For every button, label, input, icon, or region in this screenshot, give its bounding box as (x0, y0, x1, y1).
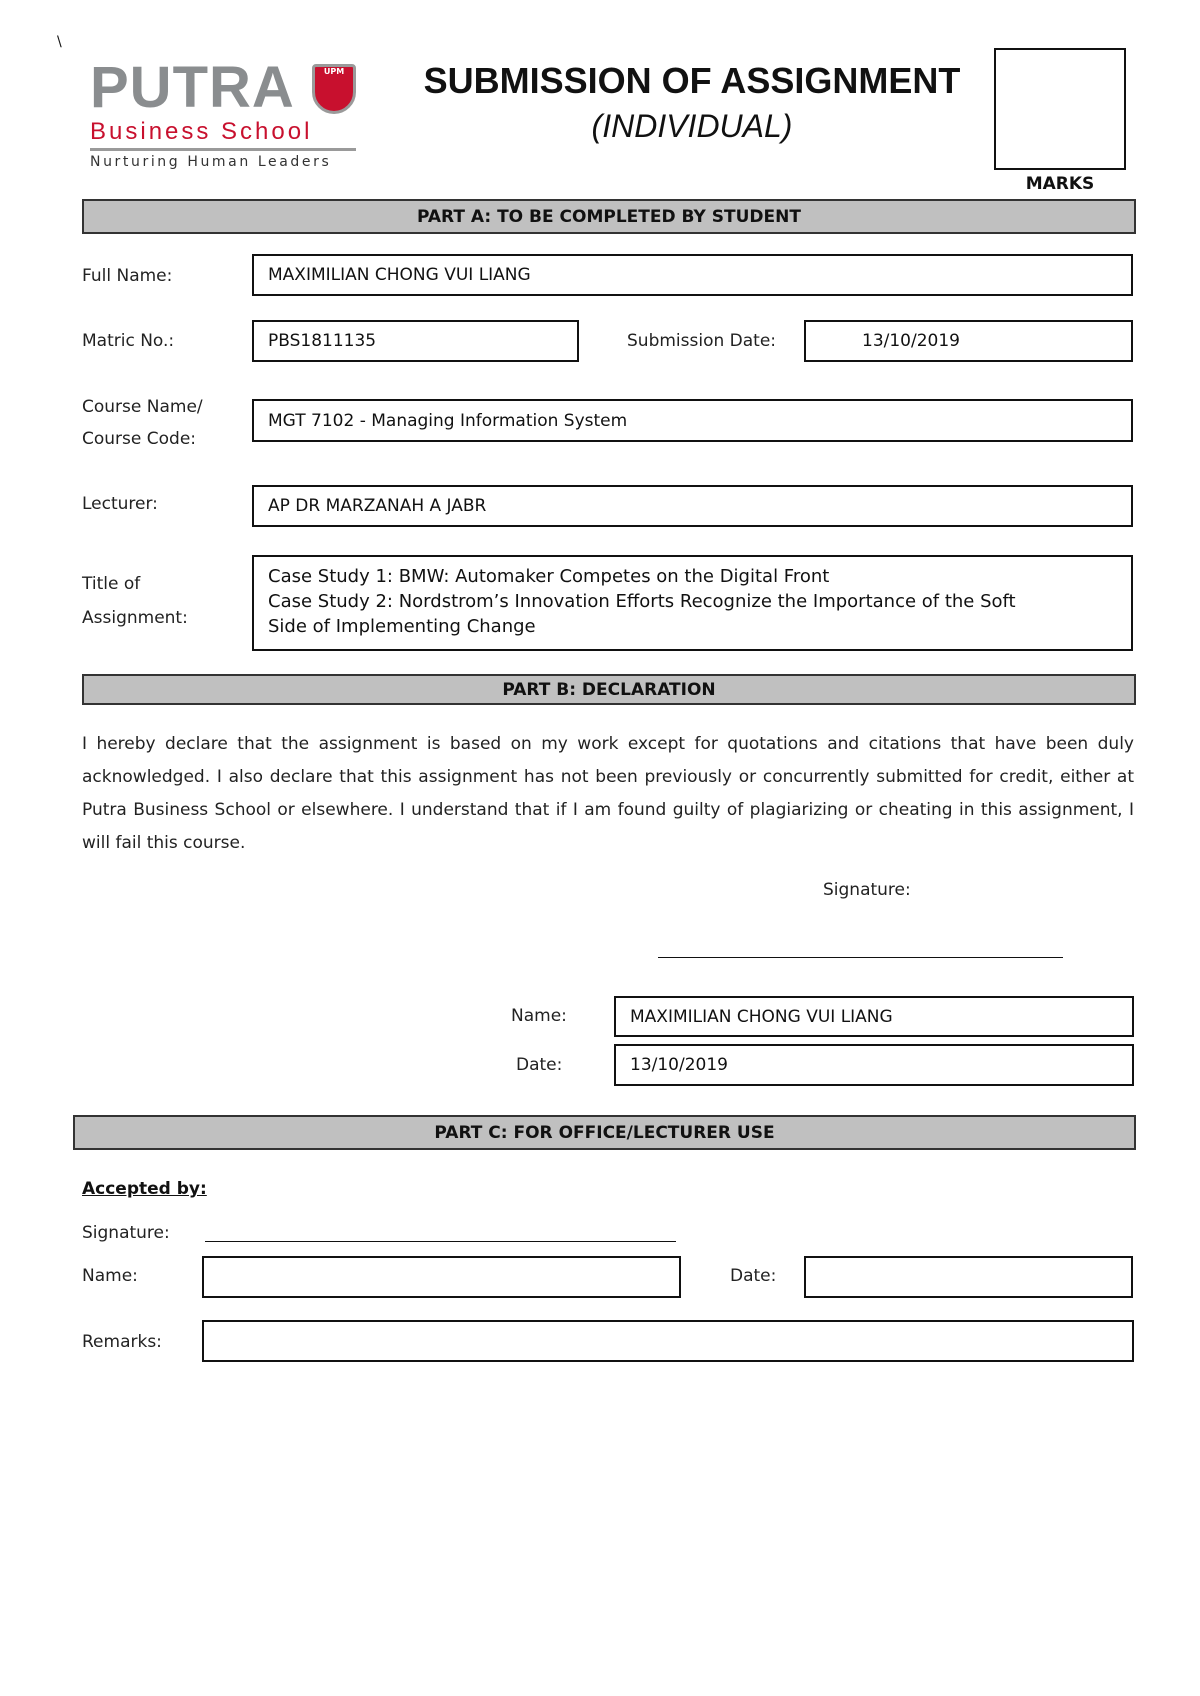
lecturer-field[interactable]: AP DR MARZANAH A JABR (252, 485, 1133, 527)
marks-box (994, 48, 1126, 170)
part-b-heading: PART B: DECLARATION (82, 674, 1136, 705)
signature-line[interactable] (658, 957, 1063, 958)
matric-label: Matric No.: (82, 331, 175, 351)
declaration-text: I hereby declare that the assignment is based on my work except for quotations and citations that have been duly acknowledged. I also declare that this assignment has not been previously or concurrently submitted for credit, either at Putra Business School or elsewhere. I understand that if I am found guilty of plagiarizing or cheating in this assignment, I will fail this course. (82, 734, 1134, 853)
course-label-2: Course Code: (82, 429, 197, 449)
remarks-field[interactable] (202, 1320, 1134, 1362)
logo-tagline: Nurturing Human Leaders (90, 154, 332, 170)
office-name-label: Name: (82, 1266, 138, 1286)
submission-date-label: Submission Date: (627, 331, 777, 351)
submission-date-field[interactable]: 13/10/2019 (804, 320, 1133, 362)
accepted-by-label: Accepted by: (82, 1179, 207, 1199)
signature-label: Signature: (823, 880, 911, 900)
title-line: Side of Implementing Change (268, 616, 536, 637)
office-signature-line[interactable] (205, 1241, 676, 1242)
declaration-name-field[interactable]: MAXIMILIAN CHONG VUI LIANG (614, 996, 1134, 1037)
assignment-title-field[interactable] (252, 555, 1133, 651)
shield-icon (312, 64, 356, 114)
logo (90, 55, 370, 175)
page-title: SUBMISSION OF ASSIGNMENT (423, 60, 961, 101)
logo-word: PUTRA (90, 55, 295, 120)
lecturer-label: Lecturer: (82, 494, 158, 514)
title-label-2: Assignment: (82, 608, 188, 628)
date-label: Date: (516, 1055, 563, 1075)
stray-mark: \ (57, 34, 62, 50)
part-a-heading: PART A: TO BE COMPLETED BY STUDENT (82, 199, 1136, 234)
office-date-field[interactable] (804, 1256, 1133, 1298)
office-signature-label: Signature: (82, 1223, 170, 1243)
course-label-1: Course Name/ (82, 397, 203, 417)
full-name-field[interactable]: MAXIMILIAN CHONG VUI LIANG (252, 254, 1133, 296)
office-name-field[interactable] (202, 1256, 681, 1298)
page-subtitle: (INDIVIDUAL) (591, 108, 793, 144)
declaration-date-field[interactable]: 13/10/2019 (614, 1044, 1134, 1086)
name-label: Name: (511, 1006, 567, 1026)
matric-field[interactable]: PBS1811135 (252, 320, 579, 362)
logo-school: Business School (90, 118, 313, 145)
title-label-1: Title of (82, 574, 141, 594)
remarks-label: Remarks: (82, 1332, 162, 1352)
office-date-label: Date: (730, 1266, 777, 1286)
title-line: Case Study 2: Nordstrom’s Innovation Efforts Recognize the Importance of the Soft (268, 591, 1016, 612)
part-c-heading: PART C: FOR OFFICE/LECTURER USE (73, 1115, 1136, 1150)
title-line: Case Study 1: BMW: Automaker Competes on the Digital Front (268, 566, 830, 587)
course-field[interactable]: MGT 7102 - Managing Information System (252, 399, 1133, 442)
full-name-label: Full Name: (82, 266, 173, 286)
shield-text: UPM (323, 67, 345, 76)
marks-label: MARKS (1025, 174, 1095, 194)
